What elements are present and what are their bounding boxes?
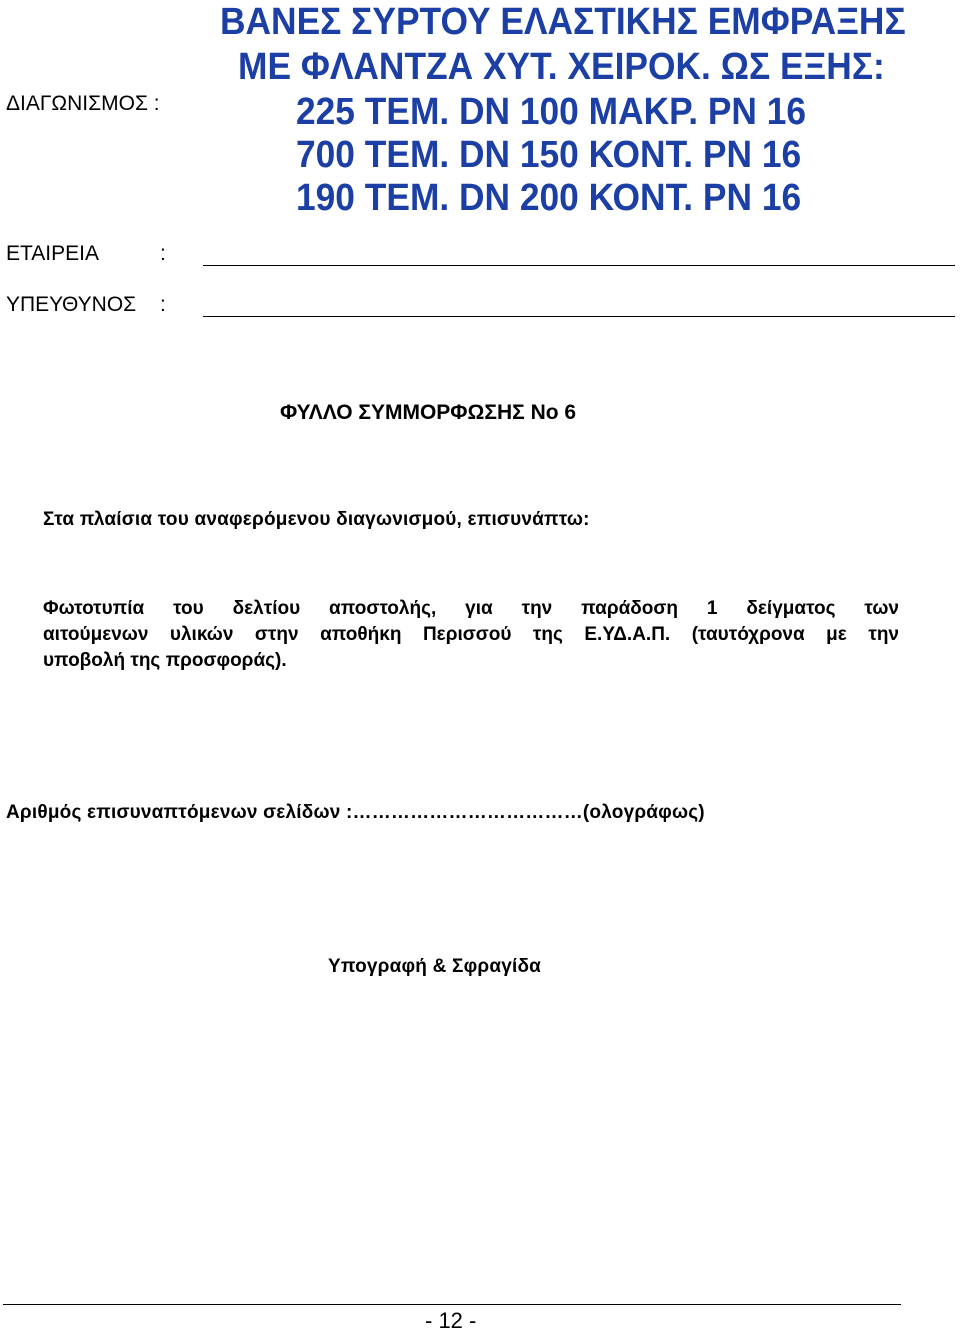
paragraph-line-3: υποβολή της προσφοράς). (43, 650, 287, 671)
compliance-sheet-heading: ΦΥΛΛΟ ΣΥΜΜΟΡΦΩΣΗΣ Νο 6 (280, 401, 577, 424)
responsible-colon: : (160, 293, 166, 316)
attached-pages-line: Αριθμός επισυναπτόμενων σελίδων :………………………………(ολογράφως) (6, 802, 705, 823)
title-line-1: ΒΑΝΕΣ ΣΥΡΤΟΥ ΕΛΑΣΤΙΚΗΣ ΕΜΦΡΑΞΗΣ (220, 1, 906, 43)
responsible-fill-line[interactable] (203, 316, 955, 317)
company-colon: : (160, 242, 166, 265)
company-label: ΕΤΑΙΡΕΙΑ (6, 242, 99, 265)
attachment-paragraph (43, 596, 899, 674)
company-fill-line[interactable] (203, 265, 955, 266)
page-number: - 12 - (425, 1308, 477, 1333)
tender-label: ΔΙΑΓΩΝΙΣΜΟΣ : (6, 92, 160, 115)
paragraph-line-2: αιτούμενων υλικών στην αποθήκη Περισσού της Ε.ΥΔ.Α.Π. (ταυτόχρονα με την (43, 624, 899, 645)
intro-text: Στα πλαίσια του αναφερόμενου διαγωνισμού, επισυνάπτω: (43, 509, 590, 530)
title-line-4: 700 ΤΕΜ. DN 150 ΚΟΝΤ. PN 16 (296, 134, 802, 176)
responsible-label: ΥΠΕΥΘΥΝΟΣ (6, 293, 137, 316)
signature-stamp-label: Υπογραφή & Σφραγίδα (328, 956, 542, 977)
title-line-2: ΜΕ ΦΛΑΝΤΖΑ ΧΥΤ. ΧΕΙΡΟΚ. ΩΣ ΕΞΗΣ: (238, 46, 885, 88)
title-line-3: 225 ΤΕΜ. DN 100 ΜΑΚΡ. PN 16 (296, 91, 807, 133)
footer-rule (3, 1304, 901, 1305)
paragraph-line-1: Φωτοτυπία του δελτίου αποστολής, για την παράδοση 1 δείγματος των (43, 598, 899, 619)
title-line-5: 190 ΤΕΜ. DN 200 ΚΟΝΤ. PN 16 (296, 177, 802, 219)
